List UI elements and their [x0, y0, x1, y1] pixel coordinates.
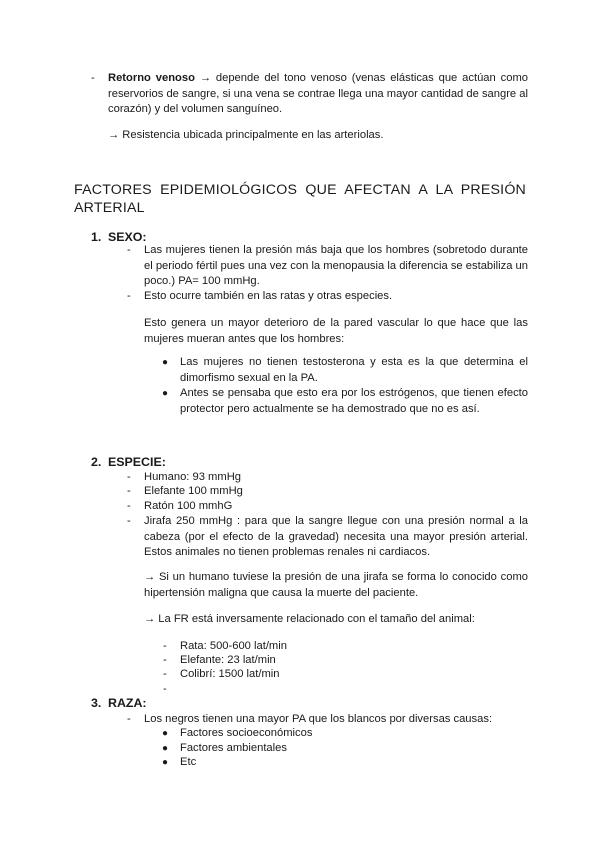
retorno-venoso-item: [108, 71, 528, 118]
especie-item-2: Elefante 100 mmHg: [144, 485, 243, 497]
retorno-venoso-title: Retorno venoso: [108, 72, 195, 84]
especie-sub-3: Colibrí: 1500 lat/min: [180, 668, 280, 680]
raza-item: Los negros tienen una mayor PA que los blancos por diversas causas:: [144, 713, 493, 725]
especie-item-1: Humano: 93 mmHg: [144, 471, 241, 483]
especie-sub-2: Elefante: 23 lat/min: [180, 654, 276, 666]
retorno-venoso-text: → depende del tono venoso (venas elásticas que actúan como reservorios de sangre, si una vena se contrae llega una mayor cantidad de sangre al corazón) y del volumen sanguíneo.: [108, 72, 528, 115]
bullet-dot: ●: [162, 357, 169, 368]
sexo-number: 1.: [91, 230, 102, 244]
section-heading: FACTORES EPIDEMIOLÓGICOS QUE AFECTAN A LA PRESIÓN ARTERIAL: [74, 182, 526, 216]
raza-number: 3.: [91, 696, 102, 710]
especie-paragraph-1: → Si un humano tuviese la presión de una jirafa se forma lo conocido como hipertensión maligna que causa la muerte del paciente.: [144, 571, 528, 599]
list-dash: -: [127, 713, 131, 725]
list-dash: -: [127, 515, 131, 527]
sexo-item-2: Esto ocurre también en las ratas y otras especies.: [144, 290, 393, 302]
sexo-title: SEXO:: [108, 230, 147, 244]
list-dash: -: [127, 485, 131, 497]
bullet-dot: ●: [162, 757, 169, 768]
especie-sub-1: Rata: 500-600 lat/min: [180, 640, 287, 652]
list-dash: -: [163, 654, 167, 666]
sexo-paragraph: Esto genera un mayor deterioro de la pared vascular lo que hace que las mujeres mueran antes que los hombres:: [144, 317, 528, 345]
sexo-bullet-2: Antes se pensaba que esto era por los estrógenos, que tienen efecto protector pero actualmente se ha demostrado que no es así.: [180, 387, 528, 415]
especie-paragraph-2: → La FR está inversamente relacionado con el tamaño del animal:: [144, 613, 475, 625]
raza-bullet-2: Factores ambientales: [180, 742, 287, 754]
especie-title: ESPECIE:: [108, 455, 166, 469]
list-dash: -: [163, 640, 167, 652]
list-dash: -: [127, 471, 131, 483]
bullet-dot: ●: [162, 743, 169, 754]
list-dash: -: [91, 72, 95, 84]
list-dash: -: [163, 683, 167, 695]
resistencia-note: → Resistencia ubicada principalmente en las arteriolas.: [108, 129, 384, 141]
especie-item-4: Jirafa 250 mmHg : para que la sangre llegue con una presión normal a la cabeza (por el efecto de la gravedad) necesita una mayor presión arterial. Estos animales no tienen problemas renales ni cardiacos.: [144, 515, 528, 558]
sexo-item-1: Las mujeres tienen la presión más baja que los hombres (sobretodo durante el periodo fértil pues una vez con la menopausia la diferencia se estabiliza un poco.) PA= 100 mmHg.: [144, 244, 528, 287]
bullet-dot: ●: [162, 388, 169, 399]
list-dash: -: [163, 668, 167, 680]
list-dash: -: [127, 244, 131, 256]
especie-item-3: Ratón 100 mmhG: [144, 500, 233, 512]
sexo-bullet-1: Las mujeres no tienen testosterona y esta es la que determina el dimorfismo sexual en la PA.: [180, 356, 528, 384]
list-dash: -: [127, 500, 131, 512]
raza-title: RAZA:: [108, 696, 147, 710]
raza-bullet-3: Etc: [180, 756, 197, 768]
bullet-dot: ●: [162, 728, 169, 739]
list-dash: -: [127, 290, 131, 302]
especie-number: 2.: [91, 455, 102, 469]
raza-bullet-1: Factores socioeconómicos: [180, 727, 313, 739]
